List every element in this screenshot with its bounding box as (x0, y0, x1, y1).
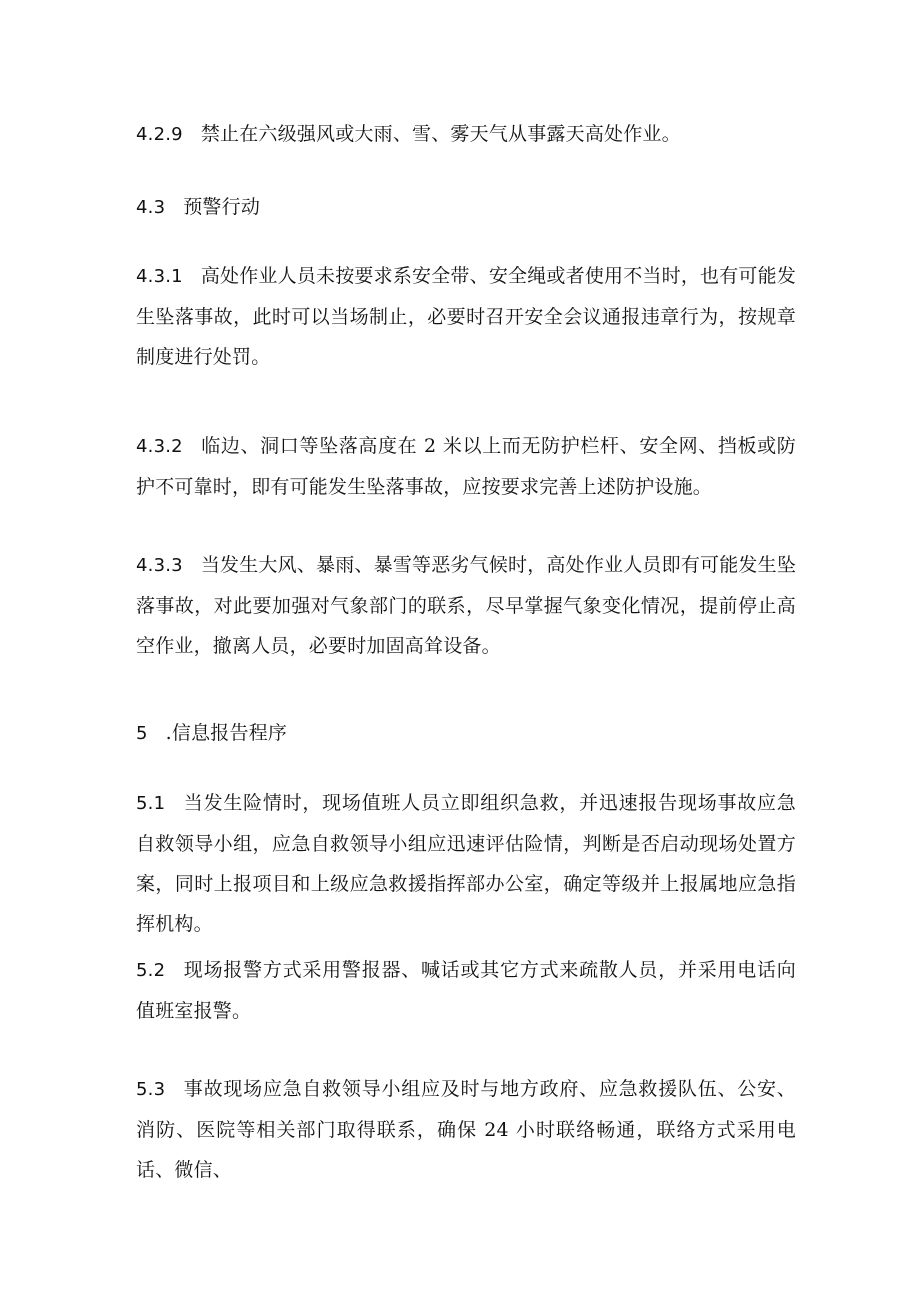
section-number: 5.3 (136, 1079, 166, 1100)
section-number: 4.3.1 (136, 266, 183, 287)
paragraph-4-3-2 (136, 426, 796, 507)
heading-5 (136, 713, 796, 754)
heading-4-3 (136, 187, 796, 228)
section-number: 4.3.2 (136, 436, 183, 457)
paragraph-text: 高处作业人员未按要求系安全带、安全绳或者使用不当时，也有可能发生坠落事故，此时可以当场制止，必要时召开安全会议通报违章行为，按规章制度进行处罚。 (136, 265, 797, 368)
section-number: 4.3 (136, 197, 166, 218)
section-number: 4.2.9 (136, 124, 183, 145)
heading-text: 预警行动 (183, 196, 261, 218)
paragraph-text: 现场报警方式采用警报器、喊话或其它方式来疏散人员，并采用电话向值班室报警。 (136, 959, 796, 1022)
section-number: 5.2 (136, 960, 166, 981)
paragraph-text: 当发生大风、暴雨、暴雪等恶劣气候时，高处作业人员即有可能发生坠落事故，对此要加强对气象部门的联系，尽早掌握气象变化情况，提前停止高空作业，撤离人员，必要时加固高耸设备。 (136, 554, 797, 657)
paragraph-text: 禁止在六级强风或大雨、雪、雾天气从事露天高处作业。 (200, 123, 681, 145)
section-number: 5.1 (136, 793, 166, 814)
paragraph-4-2-9 (136, 114, 796, 155)
heading-text: .信息报告程序 (165, 722, 288, 744)
section-number: 5 (136, 723, 148, 744)
paragraph-text: 当发生险情时，现场值班人员立即组织急救，并迅速报告现场事故应急自救领导小组，应急自救领导小组应迅速评估险情，判断是否启动现场处置方案，同时上报项目和上级应急救援指挥部办公室，确定等级并上报属地应急指挥机构。 (136, 792, 796, 935)
paragraph-text: 事故现场应急自救领导小组应及时与地方政府、应急救援队伍、公安、消防、医院等相关部门取得联系，确保 24 小时联络畅通，联络方式采用电话、微信、 (136, 1078, 796, 1181)
paragraph-5-2 (136, 950, 796, 1031)
section-number: 4.3.3 (136, 555, 183, 576)
paragraph-4-3-3 (136, 545, 796, 666)
paragraph-5-1 (136, 783, 796, 944)
paragraph-text: 临边、洞口等坠落高度在 2 米以上而无防护栏杆、安全网、挡板或防护不可靠时，即有可能发生坠落事故，应按要求完善上述防护设施。 (136, 435, 796, 498)
paragraph-5-3 (136, 1069, 796, 1190)
paragraph-4-3-1 (136, 256, 796, 377)
